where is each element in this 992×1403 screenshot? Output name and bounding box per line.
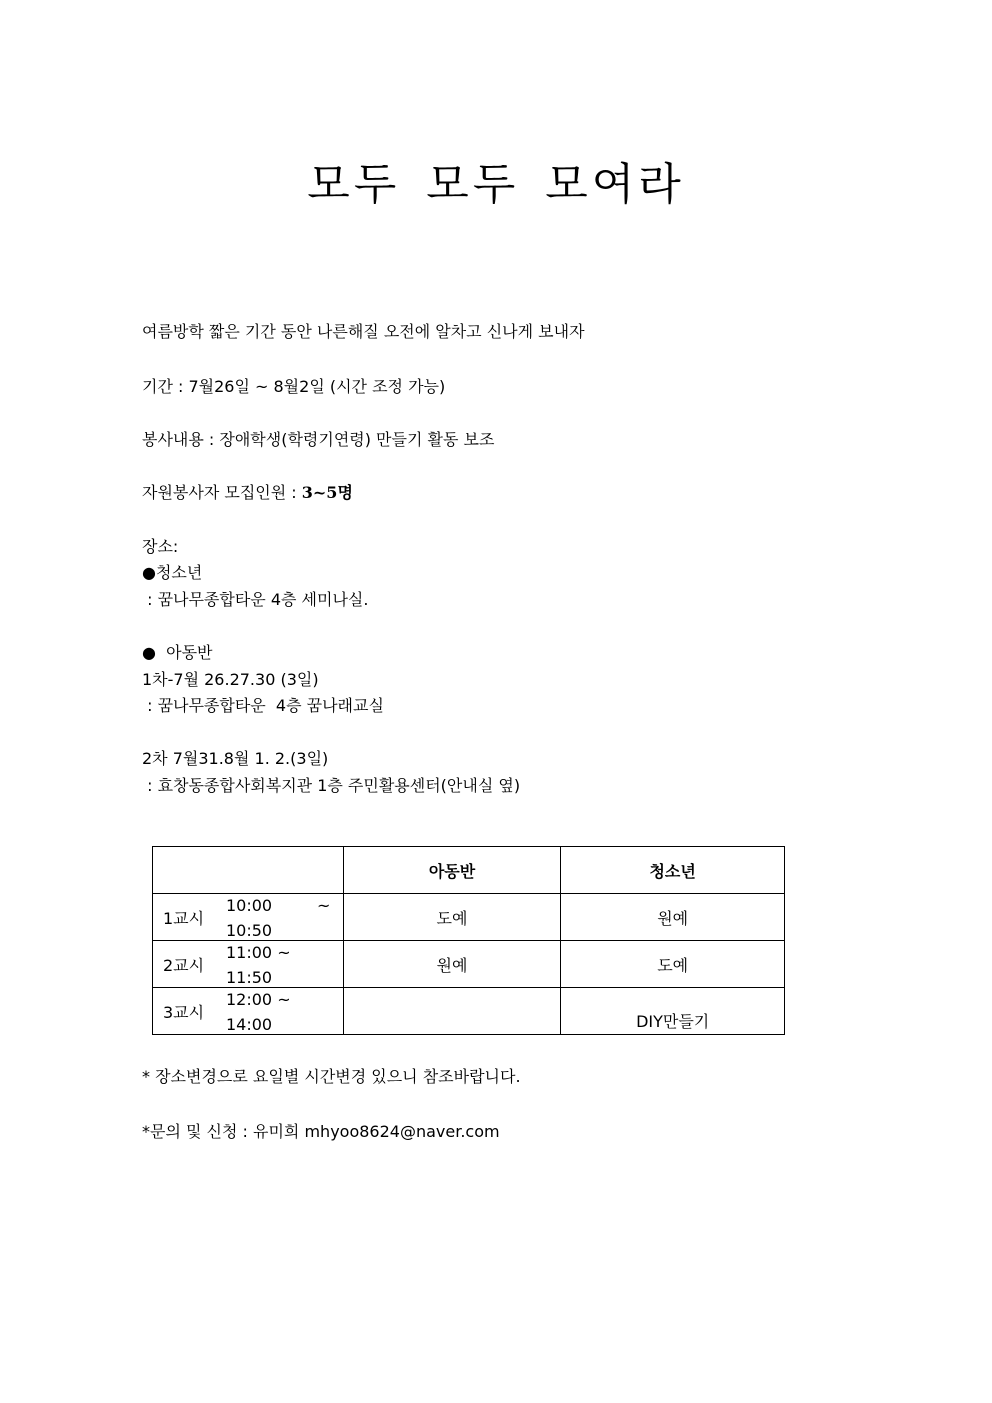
header-child: 아동반 bbox=[343, 847, 561, 894]
child-location-title: ● 아동반 bbox=[142, 643, 213, 662]
period-tilde: ~ bbox=[317, 896, 331, 915]
youth-location-place: : 꿈나무종합타운 4층 세미나실. bbox=[142, 590, 369, 609]
period-end-time: 14:00 bbox=[226, 1015, 273, 1034]
period-cell bbox=[153, 941, 344, 988]
header-youth: 청소년 bbox=[561, 847, 785, 894]
period-cell bbox=[153, 894, 344, 941]
schedule-note: * 장소변경으로 요일별 시간변경 있으니 참조바랍니다. bbox=[142, 1067, 521, 1086]
child-activity: 원예 bbox=[343, 941, 561, 988]
period-end-time: 11:50 bbox=[226, 968, 273, 987]
period-label: 1교시 bbox=[163, 909, 205, 928]
period-label: 3교시 bbox=[163, 1003, 205, 1022]
period-label: 2교시 bbox=[163, 956, 205, 975]
child-first-place: : 꿈나무종합타운 4층 꿈나래교실 bbox=[142, 696, 384, 715]
child-first-session: 1차-7월 26.27.30 (3일) bbox=[142, 670, 319, 689]
period-start-time: 10:00 bbox=[226, 896, 273, 915]
youth-activity: 원예 bbox=[561, 894, 785, 941]
youth-activity bbox=[561, 988, 785, 1035]
child-second-session: 2차 7월31.8월 1. 2.(3일) bbox=[142, 749, 329, 768]
table-row bbox=[153, 894, 785, 941]
period-cell bbox=[153, 988, 344, 1035]
youth-activity-text: DIY만들기 bbox=[636, 1011, 710, 1031]
table-row bbox=[153, 988, 785, 1035]
location-heading: 장소: bbox=[142, 537, 179, 556]
table-row bbox=[153, 941, 785, 988]
contact-info: *문의 및 신청 : 유미희 mhyoo8624@naver.com bbox=[142, 1122, 500, 1141]
recruit-text bbox=[142, 481, 353, 505]
child-activity bbox=[343, 988, 561, 1035]
youth-activity: 도예 bbox=[561, 941, 785, 988]
child-activity: 도예 bbox=[343, 894, 561, 941]
recruit-label: 자원봉사자 모집인원 : bbox=[142, 483, 302, 502]
document-title: 모두 모두 모여라 bbox=[307, 159, 685, 210]
header-empty bbox=[153, 847, 344, 894]
intro-text: 여름방학 짧은 기간 동안 나른해질 오전에 알차고 신나게 보내자 bbox=[142, 322, 585, 341]
recruit-count: 3~5명 bbox=[301, 483, 353, 502]
period-start-time: 12:00 ~ bbox=[226, 990, 291, 1009]
schedule-table bbox=[152, 846, 785, 1035]
service-text: 봉사내용 : 장애학생(학령기연령) 만들기 활동 보조 bbox=[142, 430, 495, 449]
youth-location-title: ●청소년 bbox=[142, 563, 203, 582]
period-start-time: 11:00 ~ bbox=[226, 943, 291, 962]
period-end-time: 10:50 bbox=[226, 921, 273, 940]
period-text: 기간 : 7월26일 ~ 8월2일 (시간 조정 가능) bbox=[142, 377, 446, 396]
table-header-row bbox=[153, 847, 785, 894]
child-second-place: : 효창동종합사회복지관 1층 주민활용센터(안내실 옆) bbox=[142, 776, 521, 795]
